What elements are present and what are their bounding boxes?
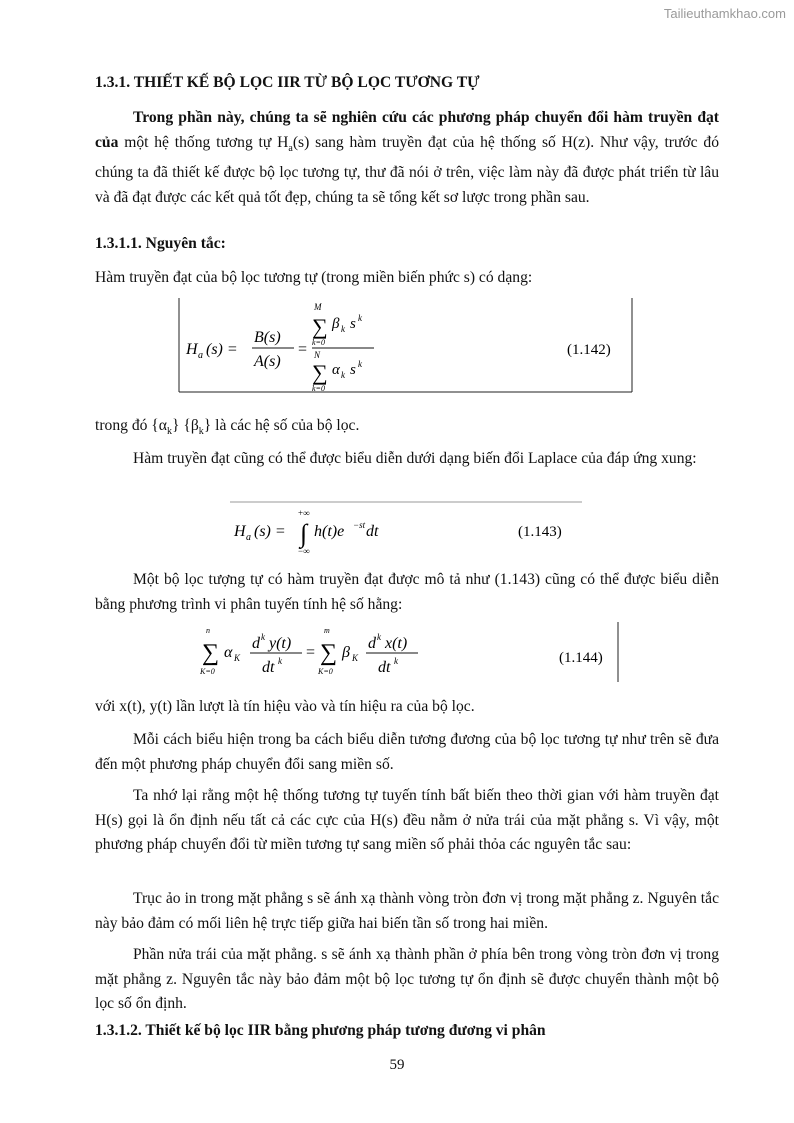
equation-1-144 <box>200 622 625 684</box>
equation-1-142 <box>176 296 636 404</box>
eq144-upper-2: m <box>324 626 330 635</box>
eq144-den-2-exp: k <box>394 656 398 666</box>
left-half-plane-paragraph: Phần nửa trái của mặt phẳng. s sẽ ánh xạ thành phần ở phía bên trong vòng tròn đơn vị trong mặt phẳng z. Nguyên tắc này bảo đảm một bộ lọc tương tự ổn định sẽ được chuyển thành một bộ lọc số ổn định. <box>95 946 719 1013</box>
eq144-coef-1-sub: K <box>234 653 241 663</box>
eq142-lhs: H <box>186 341 198 358</box>
eq144-upper-1: n <box>206 626 210 635</box>
eq142-den-term: α <box>332 362 340 378</box>
eq143-lhs: H <box>234 523 246 540</box>
eq144-coef-2-sub: K <box>352 653 359 663</box>
eq143-dt: dt <box>366 523 379 540</box>
eq142-sum-top-upper: M <box>314 302 322 312</box>
intro-sub-a: a <box>288 142 293 154</box>
eq143-lhs-arg: (s) = <box>254 523 286 540</box>
eq142-sum-bot-sign: ∑ <box>312 360 328 385</box>
eq144-coef-1: α <box>224 644 233 661</box>
intro-bold-1: Trong phần này, chúng ta sẽ nghiên cứu các phương pháp chuyển đổi hàm <box>133 109 643 126</box>
eq142-equals: = <box>298 341 308 358</box>
eq142-label: (1.142) <box>567 342 611 358</box>
eq144-coef-2: β <box>342 644 350 661</box>
transfer-paragraph: Hàm truyền đạt của bộ lọc tương tự (trong miền biến phức s) có dạng: <box>95 269 533 286</box>
intro-text-1: một hệ thống tương tự H <box>118 133 289 151</box>
coeff-text-3: } là các hệ số của bộ lọc. <box>203 417 360 434</box>
eq143-lower: −∞ <box>298 546 310 556</box>
section-title: 1.3.1. THIẾT KẾ BỘ LỌC IIR TỪ BỘ LỌC TƯƠNG TỰ <box>95 74 480 91</box>
eq144-num-1-fn: y(t) <box>269 635 292 652</box>
eq142-den: A(s) <box>254 353 281 370</box>
intro-paragraph <box>95 106 719 210</box>
eq144-den-1-exp: k <box>278 656 282 666</box>
eq144-num-1-exp: k <box>261 632 265 642</box>
eq144-num-1: d <box>252 635 260 652</box>
eq144-sum-sign-2: ∑ <box>320 640 338 666</box>
eq142-den-term-var: s <box>350 362 356 378</box>
eq142-sum-top-lower: k=0 <box>312 338 325 347</box>
eq142-lhs-arg: (s) = <box>206 341 238 358</box>
differential-paragraph: Một bộ lọc tượng tự có hàm truyền đạt được mô tả như (1.143) cũng có thể được biểu diễn bằng phương trình vi phân tuyến tính hệ số hằng: <box>95 571 719 613</box>
eq143-label: (1.143) <box>518 524 562 540</box>
signal-paragraph: với x(t), y(t) lần lượt là tín hiệu vào và tín hiệu ra của bộ lọc. <box>95 698 475 715</box>
stability-paragraph: Ta nhớ lại rằng một hệ thống tương tự tuyến tính bất biến theo thời gian với hàm truyền đạt H(s) gọi là ổn định nếu tất cả các cực của H(s) đều nằm ở nửa trái của mặt phẳng s. Vì vậy, một phương pháp chuyển đổi từ miền tương tự sang miền số phải thỏa các nguyên tắc sau: <box>95 787 719 854</box>
coeff-text-2: } {β <box>171 417 199 434</box>
eq142-num: B(s) <box>254 329 281 346</box>
eq144-num-2-fn: x(t) <box>385 635 408 652</box>
subsection-title-1: 1.3.1.1. Nguyên tắc: <box>95 235 226 252</box>
laplace-paragraph: Hàm truyền đạt cũng có thể được biểu diễn dưới dạng biến đổi Laplace của đáp ứng xung: <box>133 450 697 467</box>
eq144-lower-2: K=0 <box>318 667 333 676</box>
eq142-den-term-sub: k <box>341 370 345 380</box>
coeff-text-1: trong đó {α <box>95 417 167 434</box>
eq144-num-2-exp: k <box>377 632 381 642</box>
imaginary-axis-paragraph: Trục ảo in trong mặt phẳng s sẽ ánh xạ thành vòng tròn đơn vị trong mặt phẳng z. Nguyên tắc này bảo đảm có mối liên hệ trực tiếp giữa hai biến tần số trong hai miền. <box>95 890 719 932</box>
eq144-den-2: dt <box>378 659 391 676</box>
eq143-integral-sign: ∫ <box>300 519 308 548</box>
intro-bold-2: truyền đạt của <box>95 109 719 151</box>
coeff-sub-1: k <box>166 426 172 438</box>
eq144-sum-sign-1: ∑ <box>202 640 220 666</box>
page-number: 59 <box>389 1057 405 1073</box>
each-form-paragraph: Mỗi cách biểu hiện trong ba cách biểu diễn tương đương của bộ lọc tương tự như trên sẽ đưa đến một phương pháp chuyển đổi sang miền số. <box>95 731 719 773</box>
eq143-exp: −st <box>353 520 366 530</box>
eq142-den-term-exp: k <box>358 359 362 369</box>
eq144-lower-1: K=0 <box>200 667 215 676</box>
eq144-operator: = <box>306 644 316 661</box>
watermark: Tailieuthamkhao.com <box>663 6 786 21</box>
eq144-den-1: dt <box>262 659 275 676</box>
eq142-sum-bot-lower: k=0 <box>312 384 325 393</box>
intro-text-2: (s) sang hàm truyền đạt của hệ thống số H(z). Như vậy, trước đó chúng ta đã thiết kế được bộ lọc tương tự, thư đã nói ở trên, việc làm này đã được phát triển từ lâu và đã đạt được các kết quả tốt đẹp, chúng ta sẽ tổng kết sơ lược trong phần sau. <box>95 133 719 206</box>
eq143-integrand: h(t)e <box>314 523 345 540</box>
equation-1-143 <box>230 498 590 560</box>
eq142-num-term-exp: k <box>358 313 362 323</box>
eq144-num-2: d <box>368 635 376 652</box>
eq142-sum-top-sign: ∑ <box>312 314 328 339</box>
eq142-num-term-var: s <box>350 316 356 332</box>
eq142-lhs-sub: a <box>198 350 203 361</box>
coefficient-paragraph <box>95 414 719 445</box>
eq142-num-term: β <box>332 316 340 332</box>
eq142-sum-bot-upper: N <box>314 350 321 360</box>
eq143-lhs-sub: a <box>246 532 251 543</box>
eq144-label: (1.144) <box>559 650 603 666</box>
subsection-title-2: 1.3.1.2. Thiết kế bộ lọc IIR bằng phương pháp tương đương vi phân <box>95 1022 546 1039</box>
eq143-upper: +∞ <box>298 508 310 518</box>
coeff-sub-2: k <box>198 426 204 438</box>
eq142-num-term-sub: k <box>341 324 345 334</box>
